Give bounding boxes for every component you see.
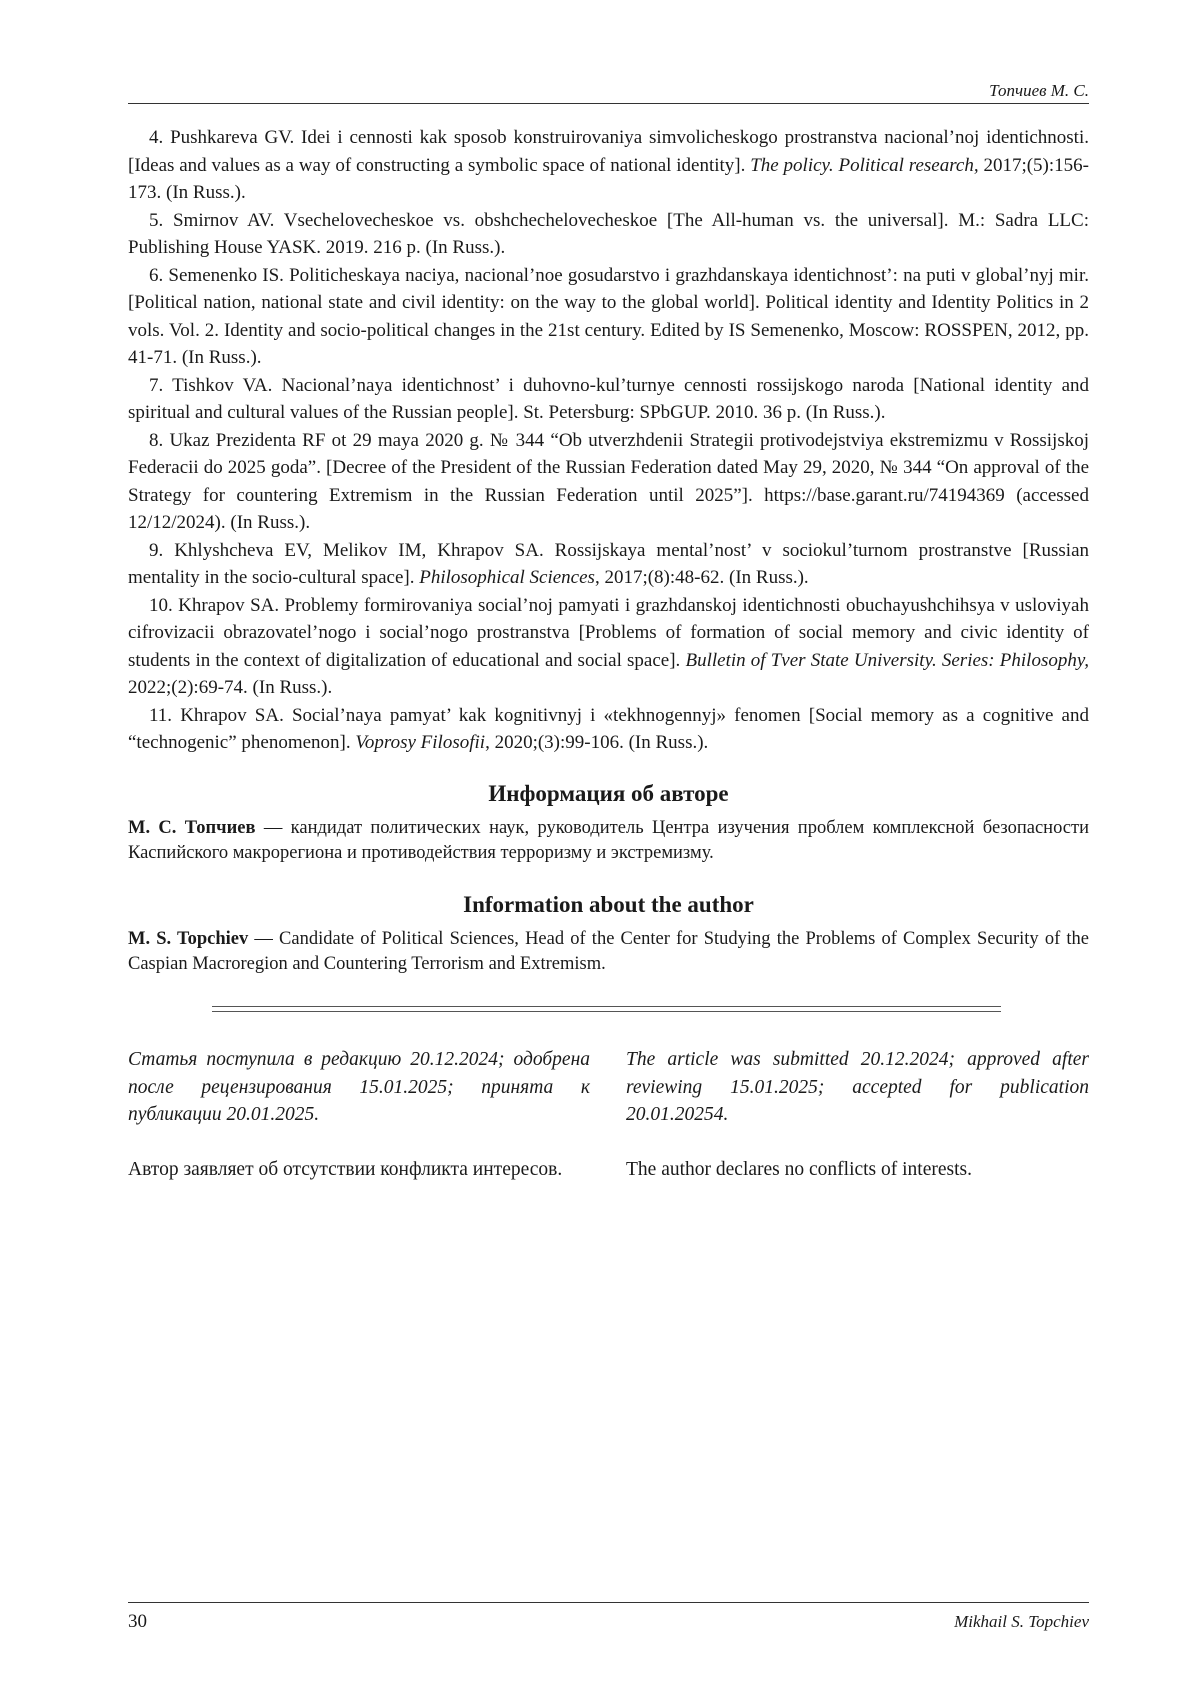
article-history-ru: Статья поступила в редакцию 20.12.2024; одобрена после рецензирования 15.01.2025; принята к публикации 20.01.2025. xyxy=(128,1049,590,1125)
journal-title: Philosophical Sciences xyxy=(419,567,595,588)
history-en xyxy=(626,1046,1089,1129)
reference-list xyxy=(128,124,1089,757)
header-rule xyxy=(128,103,1089,104)
author-info-en xyxy=(128,891,1089,977)
article-history-en: The article was submitted 20.12.2024; approved after reviewing 15.01.2025; accepted for publication 20.01.20254. xyxy=(626,1049,1089,1125)
journal-title: Bulletin of Tver State University. Series: Philosophy, xyxy=(685,649,1089,671)
running-head: Топчиев М. С. xyxy=(989,81,1089,100)
conflict-ru xyxy=(128,1156,590,1184)
footer-rule xyxy=(128,1602,1089,1603)
conflict-en xyxy=(626,1156,1089,1184)
reference-item: 6. Semenenko IS. Politicheskaya naciya, nacional’noe gosudarstvo i grazhdanskaya identichnost’: na puti v global’nyj mir. [Political nation, national state and civil identity: on the way to the global world]. Political identity and Identity Politics in 2 vols. Vol. 2. Identity and socio-political changes in the 21st century. Edited by IS Semenenko, Moscow: ROSSPEN, 2012, pp. 41-71. (In Russ.). xyxy=(128,264,1089,368)
footer-author: Mikhail S. Topchiev xyxy=(954,1612,1089,1631)
reference-item: 10. Khrapov SA. Problemy formirovaniya social’noj pamyati i grazhdanskoj identichnosti obuchayushchihsya v usloviyah cifrovizacii obrazovatel’nogo i social’nogo prostranstva [Problems of formation of social memory and civic identity of students in the context of digitalization of educational and social space]. Bulletin of Tver State University. Series: Philosophy, 2022;(2):69-74. (In Russ.). xyxy=(128,594,1089,698)
conflict-statement-ru: Автор заявляет об отсутствии конфликта интересов. xyxy=(128,1159,563,1180)
journal-title: Voprosy Filosofii xyxy=(355,732,486,753)
author-name-ru: М. С. Топчиев xyxy=(128,818,256,838)
reference-item: 4. Pushkareva GV. Idei i cennosti kak sposob konstruirovaniya simvolicheskogo prostranstva nacional’noj identichnosti. [Ideas and values as a way of constructing a symbolic space of national identity]. The policy. Political research, 2017;(5):156-173. (In Russ.). xyxy=(128,127,1089,203)
author-info-heading-ru: Информация об авторе xyxy=(488,781,729,806)
reference-item: 7. Tishkov VA. Nacional’naya identichnost’ i duhovno-kul’turnye cennosti rossijskogo naroda [National identity and spiritual and cultural values of the Russian people]. St. Petersburg: SPbGUP. 2010. 36 p. (In Russ.). xyxy=(128,374,1089,423)
page-number: 30 xyxy=(128,1611,147,1632)
reference-item: 8. Ukaz Prezidenta RF ot 29 maya 2020 g. № 344 “Ob utverzhdenii Strategii protivodejstviya ekstremizmu v Rossijskoj Federacii do 2025 goda”. [Decree of the President of the Russian Federation dated May 29, 2020, № 344 “On approval of the Strategy for countering Extremism in the Russian Federation until 2025”]. https://base.garant.ru/74194369 (accessed 12/12/2024). (In Russ.). xyxy=(128,429,1089,533)
conflict-statement-en: The author declares no conflicts of interests. xyxy=(626,1159,973,1180)
author-bio-ru: М. С. Топчиев — кандидат политических наук, руководитель Центра изучения проблем комплексной безопасности Каспийского макрорегиона и противодействия терроризму и экстремизму. xyxy=(128,818,1089,863)
author-info-heading-en: Information about the author xyxy=(463,892,754,917)
reference-item: 5. Smirnov AV. Vsechelovecheskoe vs. obshchechelovecheskoe [The All-human vs. the universal]. M.: Sadra LLC: Publishing House YASK. 2019. 216 p. (In Russ.). xyxy=(128,209,1089,258)
journal-title: The policy. Political research, xyxy=(750,154,979,176)
author-name-en: M. S. Topchiev xyxy=(128,929,249,949)
section-divider xyxy=(212,1006,1001,1012)
author-info-ru xyxy=(128,780,1089,866)
history-ru xyxy=(128,1046,590,1129)
reference-item: 11. Khrapov SA. Social’naya pamyat’ kak kognitivnyj i «tekhnogennyj» fenomen [Social memory as a cognitive and “technogenic” phenomenon]. Voprosy Filosofii, 2020;(3):99-106. (In Russ.). xyxy=(128,704,1089,753)
author-bio-en: M. S. Topchiev — Candidate of Political Sciences, Head of the Center for Studying the Problems of Complex Security of the Caspian Macroregion and Countering Terrorism and Extremism. xyxy=(128,929,1089,974)
reference-item: 9. Khlyshcheva EV, Melikov IM, Khrapov SA. Rossijskaya mental’nost’ v sociokul’turnom prostranstve [Russian mentality in the socio-cultural space]. Philosophical Sciences, 2017;(8):48-62. (In Russ.). xyxy=(128,539,1089,588)
